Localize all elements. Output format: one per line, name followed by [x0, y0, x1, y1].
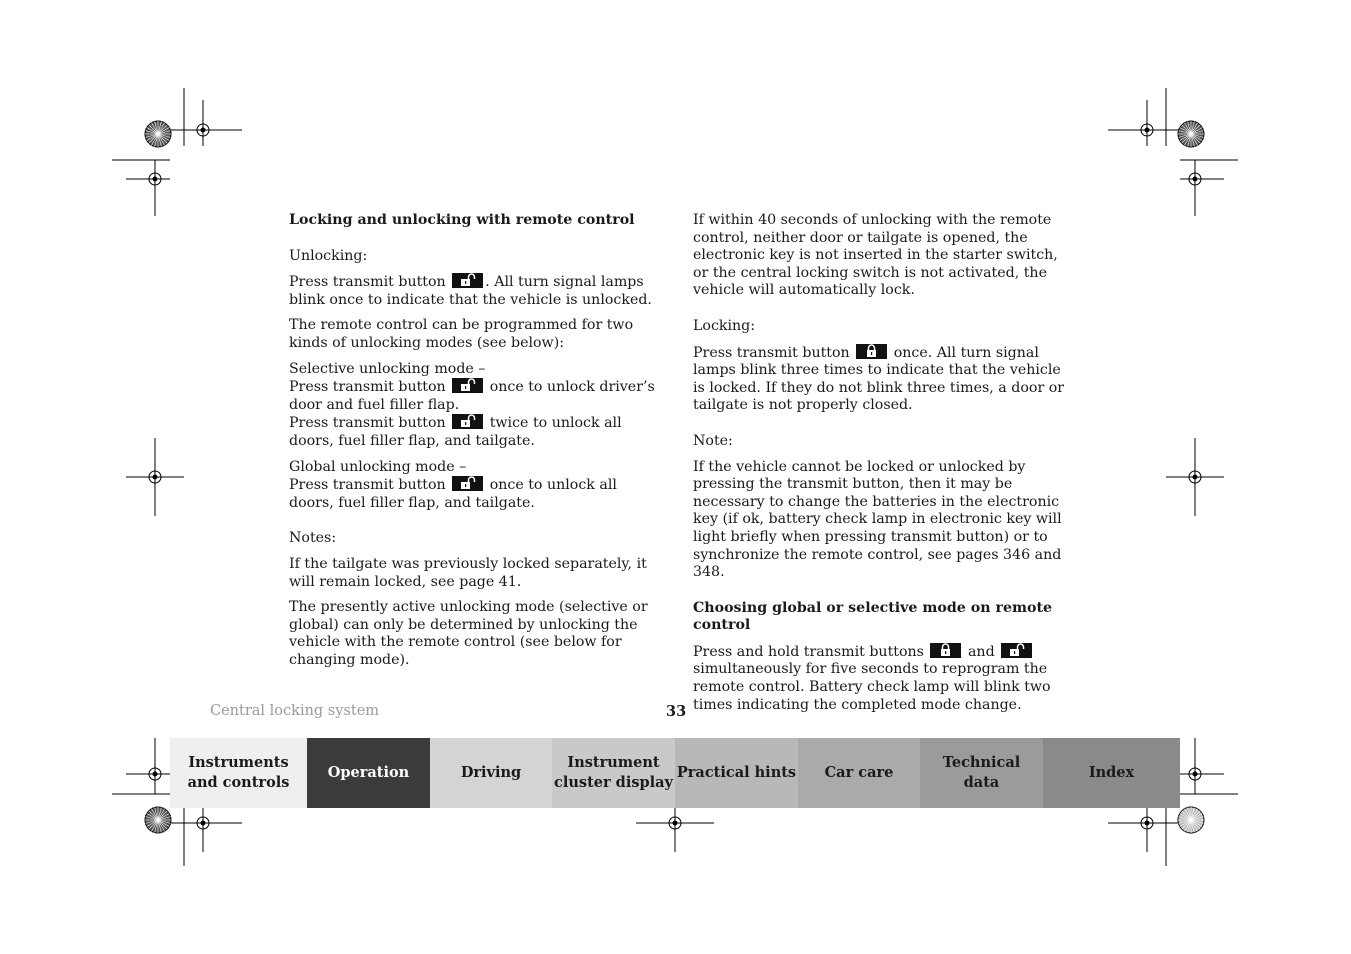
unlock-button-icon [452, 273, 483, 288]
tab-index[interactable] [1043, 738, 1180, 808]
left-column [289, 212, 661, 677]
tab-car-care[interactable] [798, 738, 920, 808]
programming-paragraph: The remote control can be programmed for two kinds of unlocking modes (see below): [289, 317, 634, 351]
tab-label: Instruments and controls [187, 754, 290, 791]
locking-label: Locking: [693, 317, 756, 334]
text-run: once to unlock all doors, fuel filler flap, and tailgate. [289, 477, 617, 511]
unlock-button-icon [452, 476, 483, 491]
tab-label: Practical hints [676, 764, 797, 781]
tab-instruments-and-controls[interactable] [170, 738, 307, 808]
tab-technical-data[interactable] [920, 738, 1043, 808]
selective-mode-paragraph [289, 361, 661, 451]
lock-button-icon [856, 344, 887, 359]
mode-heading: Choosing global or selective mode on remote control [693, 599, 1053, 634]
text-run: Press transmit button [289, 415, 446, 432]
tab-practical-hints[interactable] [675, 738, 798, 808]
text-run: Press transmit button [289, 274, 446, 291]
text-run: Press and hold transmit buttons [693, 643, 924, 660]
text-run: . All turn signal lamps blink once to indicate that the vehicle is unlocked. [289, 274, 652, 308]
lock-button-icon [930, 643, 961, 658]
note-active-mode: The presently active unlocking mode (selective or global) can only be determined by unlocking the vehicle with the remote control (see below for changing mode). [289, 599, 648, 668]
unlock-button-icon [1001, 643, 1032, 658]
text-run: once to unlock driver’s door and fuel filler flap. [289, 379, 655, 413]
text-run: simultaneously for five seconds to reprogram the remote control. Battery check lamp will blink two times indicating the completed mode change. [693, 661, 1051, 713]
unlock-button-icon [452, 378, 483, 393]
lock-paragraph [693, 344, 1065, 415]
tab-label: Index [1088, 764, 1135, 781]
battery-note: If the vehicle cannot be locked or unlocked by pressing the transmit button, then it may be necessary to change the batteries in the electronic key (if ok, battery check lamp in electronic key will light briefly when pressing transmit button) or to synchronize the remote control, see pages 346 and 348. [693, 458, 1062, 581]
text-run: Press transmit button [289, 477, 446, 494]
unlock-button-icon [452, 414, 483, 429]
notes-label: Notes: [289, 530, 337, 547]
auto-lock-paragraph: If within 40 seconds of unlocking with the remote control, neither door or tailgate is opened, the electronic key is not inserted in the starter switch, or the central locking switch is not activated, the vehicle will automatically lock. [693, 212, 1058, 299]
tab-label: Instrument cluster display [554, 754, 673, 791]
tab-operation[interactable] [307, 738, 430, 808]
unlocking-label: Unlocking: [289, 247, 368, 264]
tab-instrument-cluster-display[interactable] [552, 738, 675, 808]
chapter-nav [170, 738, 1180, 808]
text-run: Press transmit button [693, 344, 850, 361]
text-run: twice to unlock all doors, fuel filler flap, and tailgate. [289, 415, 622, 449]
tab-label: Driving [460, 764, 522, 781]
mode-change-paragraph [693, 643, 1065, 714]
section-title: Central locking system [210, 703, 380, 719]
text-run: and [967, 643, 995, 660]
tab-driving[interactable] [430, 738, 552, 808]
global-mode-label: Global unlocking mode – [289, 458, 467, 475]
tab-label: Car care [824, 764, 894, 781]
text-run: once. All turn signal lamps blink three times to indicate that the vehicle is locked. If they do not blink three times, a door or tailgate is not properly closed. [693, 344, 1065, 414]
tab-label: Operation [327, 764, 410, 781]
right-column [693, 212, 1065, 722]
note-tailgate: If the tailgate was previously locked separately, it will remain locked, see page 41. [289, 555, 647, 590]
text-run: Press transmit button [289, 379, 446, 396]
section-heading: Locking and unlocking with remote control [289, 212, 635, 228]
selective-mode-label: Selective unlocking mode – [289, 360, 486, 377]
global-mode-paragraph [289, 459, 661, 513]
page-number: 33 [666, 703, 687, 720]
note-label: Note: [693, 432, 733, 449]
tab-label: Technical data [942, 754, 1021, 791]
unlock-paragraph [289, 273, 661, 309]
